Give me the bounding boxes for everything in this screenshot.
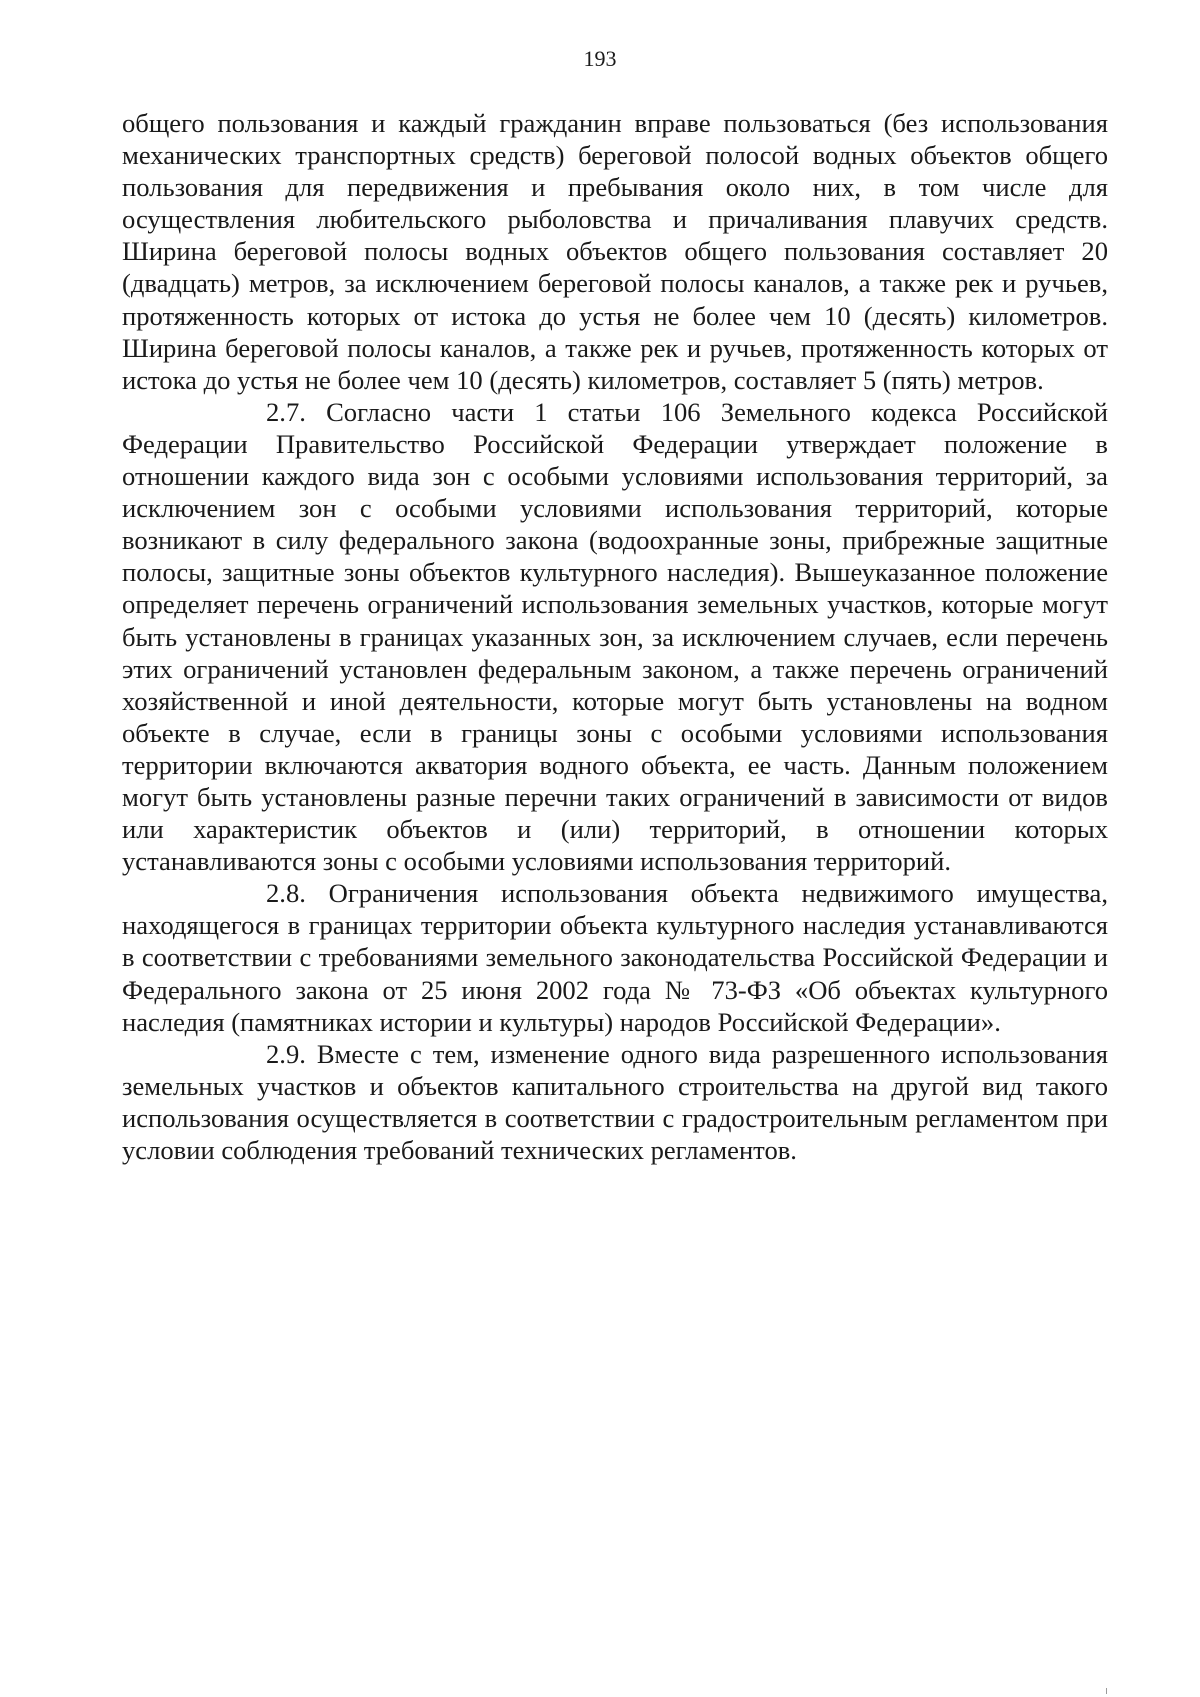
paragraph-number: 2.8.: [266, 878, 306, 909]
paragraph-continuation: [122, 107, 1108, 396]
paragraph-2-7: [122, 396, 1108, 877]
paragraph-text: общего пользования и каждый гражданин вправе пользоваться (без использования механических транспортных средств) береговой полосой водных объектов общего пользования для передвижения и пребывания около них, в том числе для осуществления любительского рыболовства и причаливания плавучих средств. Ширина береговой полосы водных объектов общего пользования составляет 20 (двадцать) метров, за исключением береговой полосы каналов, а также рек и ручьев, протяженность которых от истока до устья не более чем 10 (десять) километров. Ширина береговой полосы каналов, а также рек и ручьев, протяженность которых от истока до устья не более чем 10 (десять) километров, составляет 5 (пять) метров.: [122, 108, 1108, 395]
scan-edge-mark: [1106, 1688, 1107, 1694]
paragraph-number: 2.9.: [266, 1038, 306, 1069]
paragraph-2-8: [122, 877, 1108, 1037]
document-body: [122, 107, 1108, 1166]
paragraph-text: Согласно части 1 статьи 106 Земельного кодекса Российской Федерации Правительство Российской Федерации утверждает положение в отношении каждого вида зон с особыми условиями использования территорий, за исключением зон с особыми условиями использования территорий, которые возникают в силу федерального закона (водоохранные зоны, прибрежные защитные полосы, защитные зоны объектов культурного наследия). Вышеуказанное положение определяет перечень ограничений использования земельных участков, которые могут быть установлены в границах указанных зон, за исключением случаев, если перечень этих ограничений установлен федеральным законом, а также перечень ограничений хозяйственной и иной деятельности, которые могут быть установлены на водном объекте в случае, если в границы зоны с особыми условиями использования территории включаются акватория водного объекта, ее часть. Данным положением могут быть установлены разные перечни таких ограничений в зависимости от видов или характеристик объектов и (или) территорий, в отношении которых устанавливаются зоны с особыми условиями использования территорий.: [122, 396, 1108, 877]
paragraph-2-9: [122, 1038, 1108, 1166]
paragraph-text: Вместе с тем, изменение одного вида разрешенного использования земельных участков и объектов капитального строительства на другой вид такого использования осуществляется в соответствии с градостроительным регламентом при условии соблюдения требований технических регламентов.: [122, 1038, 1108, 1165]
page-number: 193: [583, 46, 617, 71]
paragraph-number: 2.7.: [266, 396, 306, 427]
paragraph-text: Ограничения использования объекта недвижимого имущества, находящегося в границах территории объекта культурного наследия устанавливаются в соответствии с требованиями земельного законодательства Российской Федерации и Федерального закона от 25 июня 2002 года № 73-ФЗ «Об объектах культурного наследия (памятниках истории и культуры) народов Российской Федерации».: [122, 878, 1108, 1037]
